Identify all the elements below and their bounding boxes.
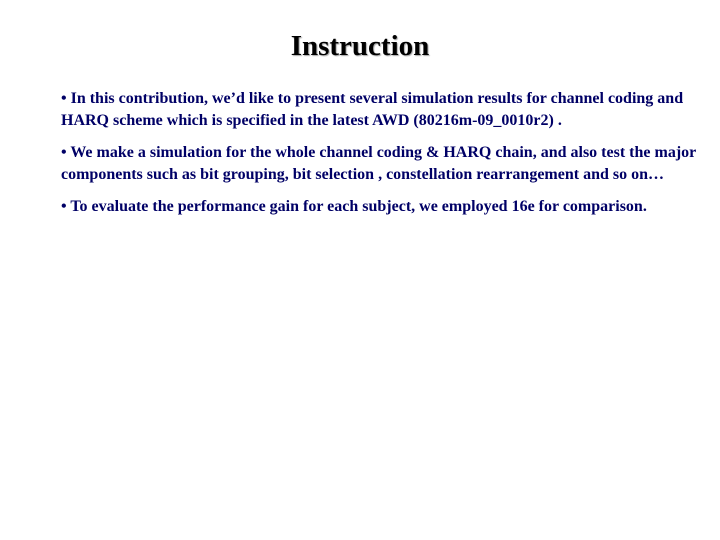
slide-title: Instruction [290,30,430,62]
bullet-item-evaluation: • To evaluate the performance gain for each subject, we employed 16e for comparison. [61,198,647,215]
bullet-list [61,88,701,228]
bullet-item-contribution: • In this contribution, we’d like to present several simulation results for channel coding and HARQ scheme which is specified in the latest AWD (80216m-09_0010r2) . [61,90,684,129]
bullet-item-simulation: • We make a simulation for the whole channel coding & HARQ chain, and also test the major components such as bit grouping, bit selection , constellation rearrangement and so on… [61,144,696,183]
